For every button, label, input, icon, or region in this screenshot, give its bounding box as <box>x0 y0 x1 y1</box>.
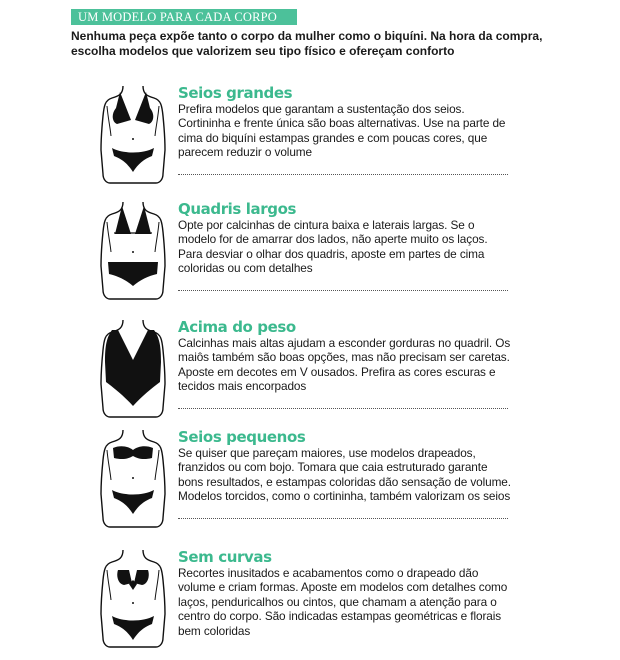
section-seios-grandes <box>98 84 512 196</box>
section-text: Calcinhas mais altas ajudam a esconder gorduras no quadril. Os maiôs também são boas opções, mas não precisam ser caretas. Aposte em decotes em V ousados. Prefira as cores escuras e tecidos mais encorpados <box>178 336 511 394</box>
halter-bikini-figure-icon <box>98 84 168 184</box>
triangle-bikini-figure-icon <box>98 200 168 300</box>
section-quadris-largos <box>98 200 512 312</box>
section-divider <box>178 174 508 175</box>
section-text: Prefira modelos que garantam a sustentação dos seios. Cortininha e frente única são boas alternativas. Use na parte de cima do biquíni estampas grandes e com poucas cores, que parecem reduzir o volume <box>178 102 506 160</box>
section-title: Acima do peso <box>178 318 296 336</box>
swimsuit-figure-icon <box>98 318 168 418</box>
section-divider <box>178 518 508 519</box>
section-text: Se quiser que pareçam maiores, use modelos drapeados, franzidos ou com bojo. Tomara que caia estruturado garante bons resultados, e estampas coloridas dão sensação de volume. Modelos torcidos, como o cortininha, também valorizam os seios <box>178 446 511 504</box>
section-title: Sem curvas <box>178 548 272 566</box>
section-sem-curvas <box>98 548 512 660</box>
bandeau-bikini-figure-icon <box>98 428 168 528</box>
section-seios-pequenos <box>98 428 512 540</box>
section-text: Opte por calcinhas de cintura baixa e laterais largas. Se o modelo for de amarrar dos lados, não aperte muito os laços. Para desviar o olhar dos quadris, aposte em partes de cima coloridas ou com detalhes <box>178 218 488 276</box>
section-title: Quadris largos <box>178 200 297 218</box>
section-divider <box>178 408 508 409</box>
bow-bikini-figure-icon <box>98 548 168 648</box>
section-divider <box>178 290 508 291</box>
section-title: Seios grandes <box>178 84 293 102</box>
intro-paragraph: Nenhuma peça expõe tanto o corpo da mulher como o biquíni. Na hora da compra, escolha modelos que valorizem seu tipo físico e ofereçam conforto <box>71 29 543 58</box>
section-kicker: UM MODELO PARA CADA CORPO <box>71 9 297 25</box>
section-text: Recortes inusitados e acabamentos como o drapeado dão volume e criam formas. Aposte em modelos com detalhes como laços, penduricalhos ou cintos, que chamam a atenção para o centro do corpo. São indicadas estampas geométricas e florais bem coloridas <box>178 566 508 638</box>
section-title: Seios pequenos <box>178 428 306 446</box>
section-acima-do-peso <box>98 318 512 430</box>
